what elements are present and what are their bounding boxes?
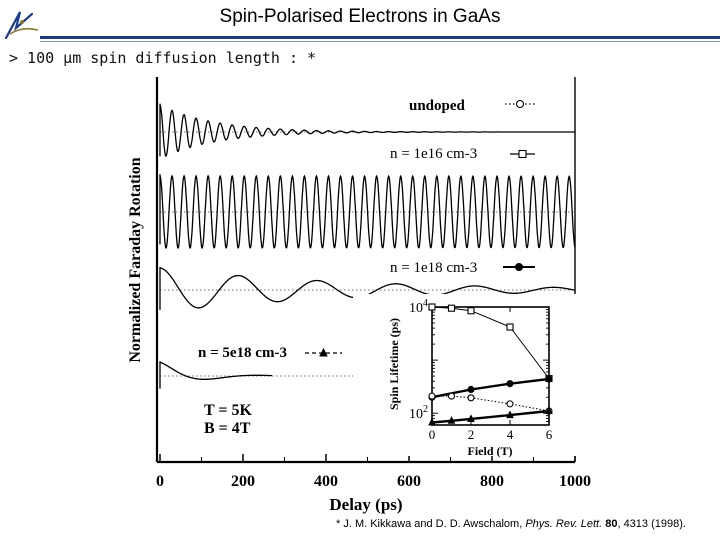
- legend-marker-0: [517, 101, 524, 108]
- legend-label-3: n = 5e18 cm-3: [198, 345, 287, 361]
- slide-title: Spin-Polarised Electrons in GaAs: [219, 6, 501, 27]
- inset-point-2-3: [507, 401, 513, 407]
- inset-point-0-0: [429, 304, 435, 310]
- citation-volume: 80: [605, 518, 618, 530]
- citation-authors: * J. M. Kikkawa and D. D. Awschalom,: [336, 518, 526, 530]
- inset-point-0-1: [449, 305, 455, 311]
- faraday-trace-0: [160, 105, 575, 156]
- main-x-tick-label: 0: [156, 473, 164, 490]
- title-rule-thin: [40, 41, 720, 42]
- inset-x-axis-label: Field (T): [467, 444, 513, 458]
- legend-label-2: n = 1e18 cm-3: [390, 260, 478, 276]
- inset-point-1-2: [507, 381, 513, 387]
- main-x-tick-label: 200: [231, 473, 255, 490]
- citation-journal: Phys. Rev. Lett.: [525, 518, 603, 530]
- subtitle: > 100 µm spin diffusion length : *: [9, 49, 317, 67]
- inset-x-tick-label: 4: [506, 427, 514, 442]
- inset-y-tick-label: $10^4$: [409, 298, 428, 316]
- inset-point-0-3: [507, 324, 513, 330]
- inset-point-1-1: [468, 386, 474, 392]
- main-x-axis-label: Delay (ps): [329, 495, 403, 514]
- legend-label-0: undoped: [409, 98, 465, 114]
- inset-point-2-1: [449, 393, 455, 399]
- faraday-rotation-figure: [120, 72, 600, 517]
- inset-point-2-0: [429, 393, 435, 399]
- legend-marker-2: [516, 264, 523, 271]
- legend-label-1: n = 1e16 cm-3: [390, 146, 478, 162]
- inset-x-tick-label: 6: [545, 427, 553, 442]
- inset-point-2-2: [468, 395, 474, 401]
- faraday-trace-3: [160, 362, 272, 379]
- citation-pages: , 4313 (1998).: [617, 518, 686, 530]
- citation: [336, 518, 686, 530]
- main-x-tick-label: 400: [314, 473, 338, 490]
- inset-plot: [353, 294, 583, 458]
- main-x-tick-label: 800: [480, 473, 504, 490]
- inset-point-0-2: [468, 308, 474, 314]
- inset-y-axis-label: Spin Lifetime (ps): [387, 317, 401, 411]
- title-rule: [40, 36, 720, 39]
- main-y-axis-label: Normalized Faraday Rotation: [127, 157, 144, 363]
- annotation-temperature: T = 5K: [204, 402, 252, 419]
- legend-marker-1: [519, 151, 526, 158]
- annotation-field: B = 4T: [204, 420, 251, 437]
- inset-point-1-3: [546, 376, 552, 382]
- inset-y-tick-label: $10^2$: [409, 404, 428, 423]
- inset-x-tick-label: 2: [467, 427, 475, 442]
- main-x-tick-label: 1000: [559, 473, 591, 490]
- inset-x-tick-label: 0: [428, 427, 436, 442]
- main-x-tick-label: 600: [397, 473, 421, 490]
